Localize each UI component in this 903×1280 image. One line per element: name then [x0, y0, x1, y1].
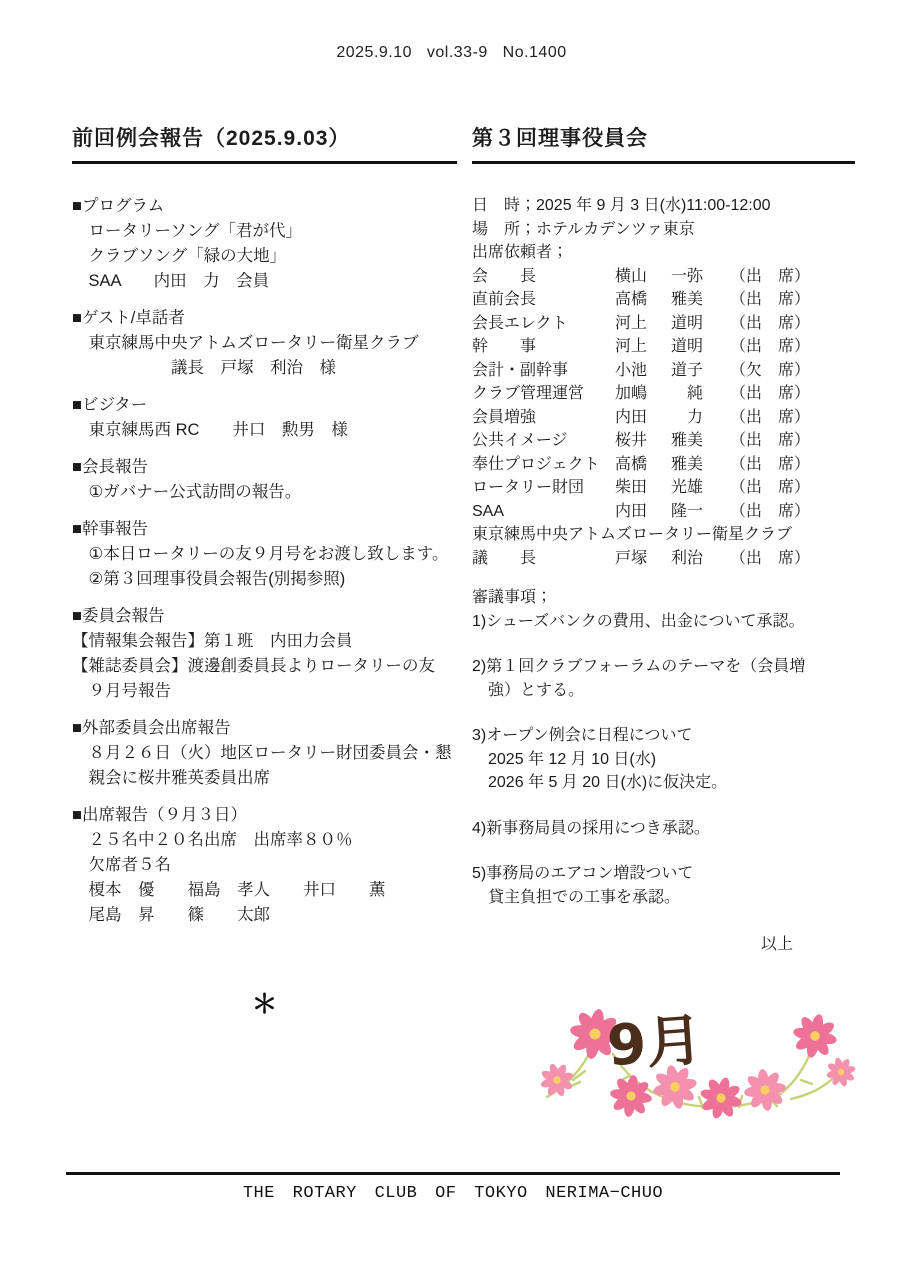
satellite-club-line: 東京練馬中央アトムズロータリー衛星クラブ: [472, 526, 793, 543]
section-heading: ■プログラム: [72, 197, 165, 215]
agenda-line: 3)オープン例会に日程について: [472, 727, 693, 744]
attendee-surname: 河上: [615, 314, 648, 332]
attendee-row: [472, 406, 855, 430]
attendee-role: ロータリー財団: [472, 479, 585, 496]
agenda-item-5: [472, 862, 855, 909]
agenda-line: 2026 年 5 月 20 日(水)に仮決定。: [472, 774, 728, 791]
cosmos-flower-icon: [741, 1066, 788, 1113]
attendee-row: [472, 359, 855, 383]
issue-date-line: 2025.9.10 vol.33-9 No.1400: [336, 44, 567, 61]
section-line: 議長 戸塚 利治 様: [72, 359, 336, 377]
cosmos-flower-icon: [607, 1072, 654, 1119]
attendee-given-name: 雅美: [670, 455, 703, 473]
cosmos-flower-icon: [789, 1010, 841, 1062]
agenda-line: 2025 年 12 月 10 日(水): [472, 750, 657, 768]
agenda-item-4: [472, 817, 855, 841]
section-secretary-report: [72, 517, 457, 592]
section-line: 東京練馬西 RC 井口 勲男 様: [72, 421, 348, 439]
section-heading: ■外部委員会出席報告: [72, 719, 231, 737]
attendee-status: （出 席）: [730, 408, 811, 426]
attendee-surname: 河上: [615, 338, 648, 355]
attendee-name: [615, 500, 703, 524]
agenda-line: 貸主負担での工事を承認。: [472, 888, 681, 906]
section-heading: ■委員会報告: [72, 607, 165, 625]
attendee-status: （出 席）: [730, 385, 811, 402]
agenda-heading: 審議事項；: [472, 589, 553, 606]
attendee-role: 直前会長: [472, 291, 537, 308]
section-program: [72, 194, 457, 294]
section-line: 【雑誌委員会】渡邊創委員長よりロータリーの友: [72, 657, 435, 675]
attendee-status: （出 席）: [730, 267, 811, 285]
attendee-given-name: 一弥: [670, 267, 703, 285]
asterisk-mark: ＊: [251, 989, 278, 1019]
meeting-place: 場 所；ホテルカデンツァ東京: [472, 220, 695, 238]
attendee-status: （欠 席）: [730, 361, 811, 379]
section-line: ②第３回理事役員会報告(別掲参照): [72, 570, 346, 588]
attendee-given-name: 隆一: [670, 502, 703, 520]
attendee-surname: 内田: [615, 408, 648, 426]
attendee-given-name: 道明: [670, 314, 703, 332]
section-heading: ■幹事報告: [72, 520, 148, 538]
section-committee-report: [72, 604, 457, 704]
attendee-given-name: 光雄: [670, 479, 703, 496]
attendee-given-name: 純: [686, 385, 703, 402]
attendee-surname: 柴田: [615, 479, 648, 496]
agenda-line: 4)新事務局員の採用につき承認。: [472, 819, 710, 837]
attendee-surname: 桜井: [615, 432, 648, 449]
agenda-line: 5)事務局のエアコン増設ついて: [472, 865, 694, 882]
september-flower-illustration: [533, 984, 863, 1122]
attendee-status: （出 席）: [730, 314, 811, 332]
attendee-surname: 内田: [615, 502, 648, 520]
attendee-role: クラブ管理運営: [472, 385, 585, 402]
attendee-surname: 高橋: [615, 455, 648, 473]
attendee-status: （出 席）: [730, 432, 811, 449]
attendee-status: （出 席）: [730, 502, 811, 520]
attendee-surname: 高橋: [615, 291, 648, 308]
cosmos-flower-icon: [823, 1054, 859, 1090]
cosmos-flowers-graphic: [533, 984, 863, 1122]
attendee-given-name: 雅美: [670, 291, 703, 308]
attendee-surname: 戸塚: [615, 549, 648, 567]
attendee-row: [472, 312, 855, 336]
section-president-report: [72, 455, 457, 505]
agenda-item-1: [472, 610, 855, 634]
attendee-surname: 横山: [615, 267, 648, 285]
attendee-name: [615, 312, 703, 336]
attendee-status: （出 席）: [730, 455, 811, 473]
section-line: 欠席者５名: [72, 856, 171, 874]
section-visitor: [72, 393, 457, 443]
section-line: 尾島 昇 篠 太郎: [72, 906, 270, 924]
agenda-line: 2)第１回クラブフォーラムのテーマを（会員増: [472, 658, 806, 675]
attendee-role: 公共イメージ: [472, 432, 568, 449]
section-line: クラブソング「緑の大地」: [72, 247, 287, 265]
attendee-given-name: 道明: [670, 338, 703, 355]
closing-statement: 以上: [760, 936, 793, 953]
section-heading: ■ビジター: [72, 396, 148, 414]
section-line: ①本日ロータリーの友９月号をお渡し致します。: [72, 545, 449, 563]
section-line: ８月２６日（火）地区ロータリー財団委員会・懇: [72, 744, 452, 762]
agenda-item-2: [472, 655, 855, 702]
section-line: ロータリーソング「君が代」: [72, 222, 303, 240]
right-column-title: 第３回理事役員会: [472, 122, 855, 164]
attendee-row: [472, 335, 855, 359]
attendee-role: 奉仕プロジェクト: [472, 455, 600, 473]
meeting-datetime: 日 時；2025 年 9 月 3 日(水)11:00-12:00: [472, 197, 771, 214]
section-heading: ■ゲスト/卓話者: [72, 309, 185, 327]
attendee-row: [472, 265, 855, 289]
section-line: ９月号報告: [72, 682, 171, 700]
attendee-role: 会員増強: [472, 408, 537, 426]
attendee-given-name: 道子: [670, 361, 703, 379]
section-external-committee-attendance: [72, 716, 457, 791]
section-heading: ■出席報告（９月３日）: [72, 806, 247, 824]
attendee-role: SAA: [472, 502, 505, 520]
attendee-name: [615, 359, 703, 383]
board-meeting-column: [472, 122, 855, 954]
attendee-status: （出 席）: [730, 291, 811, 308]
club-name-footer: THE ROTARY CLUB OF TOKYO NERIMA−CHUO: [242, 1184, 664, 1203]
attendee-row: [472, 453, 855, 477]
attendee-name: [615, 429, 703, 453]
previous-meeting-report-column: [72, 122, 457, 1021]
section-line: 【情報集会報告】第１班 内田力会員: [72, 632, 353, 650]
attendee-name: [615, 335, 703, 359]
page-footer: [66, 1172, 840, 1203]
attendee-list-label: 出席依頼者；: [472, 244, 569, 261]
attendee-name: [615, 265, 703, 289]
section-guest-speaker: [72, 306, 457, 381]
attendee-surname: 小池: [615, 361, 648, 379]
attendee-role: 会 長: [472, 267, 537, 285]
section-attendance-report: [72, 803, 457, 928]
attendee-name: [615, 406, 703, 430]
meeting-meta: [472, 194, 855, 265]
month-label: 9月: [605, 1007, 705, 1080]
section-line: SAA 内田 力 会員: [72, 272, 270, 290]
attendee-name: [615, 547, 703, 571]
attendee-name: [615, 382, 703, 406]
cosmos-flower-icon: [695, 1072, 746, 1122]
attendee-role: 会長エレクト: [472, 314, 568, 332]
attendee-row: [472, 476, 855, 500]
section-line: 親会に桜井雅英委員出席: [72, 769, 270, 787]
attendee-given-name: 利治: [670, 549, 703, 567]
attendee-row: [472, 500, 855, 524]
attendee-role: 会計・副幹事: [472, 361, 569, 379]
attendee-name: [615, 453, 703, 477]
attendee-given-name: 力: [686, 408, 703, 426]
attendee-row: [472, 382, 855, 406]
section-line: ２５名中２０名出席 出席率８０％: [72, 831, 353, 849]
attendee-role: 幹 事: [472, 338, 537, 355]
attendee-status: （出 席）: [730, 479, 811, 496]
section-line: 榎本 優 福島 孝人 井口 薫: [72, 881, 386, 899]
attendee-status: （出 席）: [730, 338, 811, 355]
attendee-row: [472, 288, 855, 312]
agenda-item-3: [472, 724, 855, 795]
attendee-given-name: 雅美: [670, 432, 703, 449]
section-line: 東京練馬中央アトムズロータリー衛星クラブ: [72, 334, 419, 352]
agenda-line: 1)シューズバンクの費用、出金について承認。: [472, 612, 805, 630]
attendee-name: [615, 476, 703, 500]
agenda-line: 強）とする。: [472, 681, 585, 699]
attendee-status: （出 席）: [730, 549, 811, 567]
attendee-surname: 加嶋: [615, 385, 648, 402]
section-heading: ■会長報告: [72, 458, 148, 476]
attendee-row: [472, 429, 855, 453]
section-line: ①ガバナー公式訪問の報告。: [72, 483, 302, 501]
left-column-title: 前回例会報告（2025.9.03）: [72, 122, 457, 164]
attendee-row-chair: [472, 547, 855, 571]
attendee-role: 議 長: [472, 549, 537, 567]
attendee-name: [615, 288, 703, 312]
